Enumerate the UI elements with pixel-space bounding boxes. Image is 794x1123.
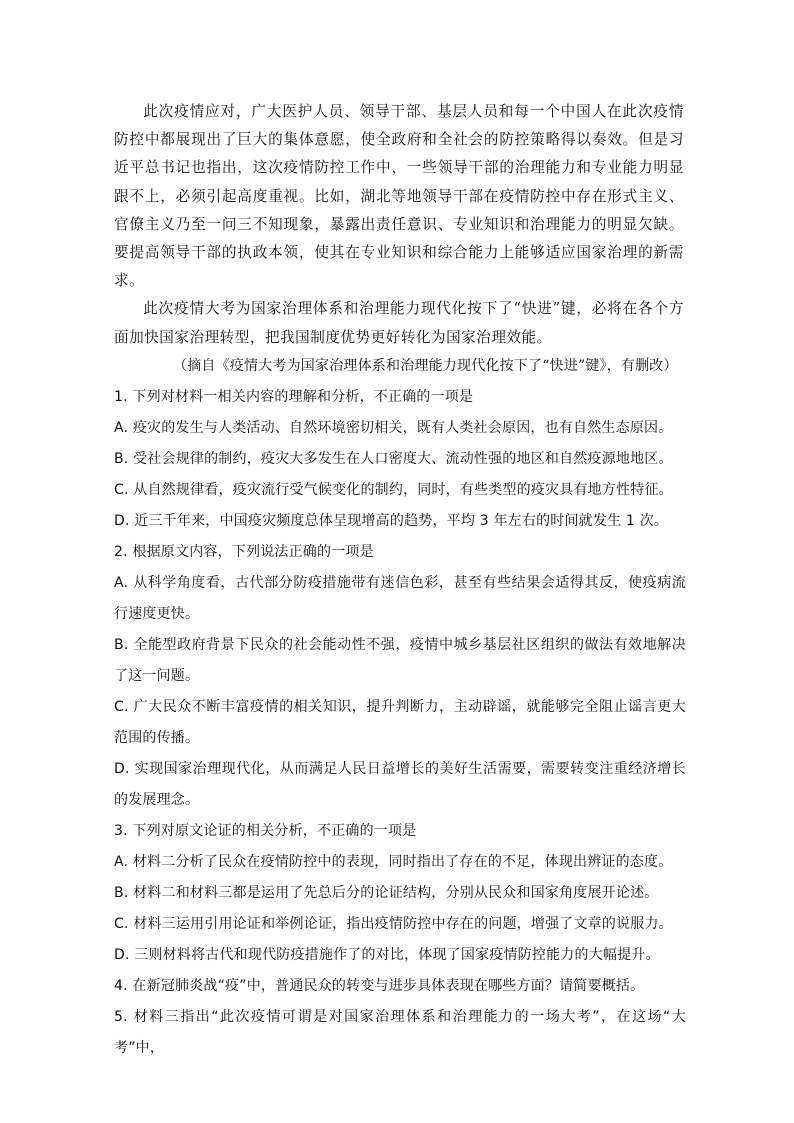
question-5 xyxy=(114,1002,686,1064)
option-d: D. 近三千年来，中国疫灾频度总体呈现增高的趋势，平均 3 年左右的时间就发生 1 次。 xyxy=(114,513,669,529)
question-1 xyxy=(114,382,686,537)
passage-source: （摘自《疫情大考为国家治理体系和治理能力现代化按下了“快进”键》，有删改） xyxy=(173,357,678,374)
option-c: C. 材料三运用引用论证和举例论证，指出疫情防控中存在的问题，增强了文章的说服力。 xyxy=(114,916,673,932)
question-stem: 1. 下列对材料一相关内容的理解和分析，不正确的一项是 xyxy=(114,389,474,405)
passage-paragraph-2: 此次疫情大考为国家治理体系和治理能力现代化按下了“快进”键，必将在各个方面加快国家治理转型，把我国制度优势更好转化为国家治理效能。 xyxy=(114,300,684,346)
option-b: B. 受社会规律的制约，疫灾大多发生在人口密度大、流动性强的地区和自然疫源地地区。 xyxy=(114,451,673,467)
question-3 xyxy=(114,816,686,971)
option-a: A. 材料二分析了民众在疫情防控中的表现，同时指出了存在的不足，体现出辨证的态度。 xyxy=(114,854,673,870)
option-d: D. 三则材料将古代和现代防疫措施作了的对比，体现了国家疫情防控能力的大幅提升。 xyxy=(114,947,660,963)
question-list xyxy=(114,382,686,1064)
question-2 xyxy=(114,537,686,816)
reading-passage xyxy=(114,98,684,380)
passage-paragraph-1: 此次疫情应对，广大医护人员、领导干部、基层人员和每一个中国人在此次疫情防控中都展现出了巨大的集体意愿，使全政府和全社会的防控策略得以奏效。但是习近平总书记也指出，这次疫情防控工作中，一些领导干部的治理能力和专业能力明显跟不上，必须引起高度重视。比如，湖北等地领导干部在疫情防控中存在形式主义、官僚主义乃至一问三不知现象，暴露出责任意识、专业知识和治理能力的明显欠缺。要提高领导干部的执政本领，使其在专业知识和综合能力上能够适应国家治理的新需求。 xyxy=(114,103,684,290)
question-4 xyxy=(114,971,686,1002)
question-stem: 5. 材料三指出“此次疫情可谓是对国家治理体系和治理能力的一场大考”，在这场“大考”中， xyxy=(114,1009,686,1056)
option-b: B. 材料二和材料三都是运用了先总后分的论证结构，分别从民众和国家角度展开论述。 xyxy=(114,885,659,901)
option-c: C. 广大民众不断丰富疫情的相关知识，提升判断力，主动辟谣，就能够完全阻止谣言更大范围的传播。 xyxy=(114,699,686,746)
option-b: B. 全能型政府背景下民众的社会能动性不强，疫情中城乡基层社区组织的做法有效地解决了这一问题。 xyxy=(114,637,686,684)
question-stem: 2. 根据原文内容，下列说法正确的一项是 xyxy=(114,544,374,560)
option-d: D. 实现国家治理现代化，从而满足人民日益增长的美好生活需要，需要转变注重经济增长的发展理念。 xyxy=(114,761,686,808)
question-stem: 3. 下列对原文论证的相关分析，不正确的一项是 xyxy=(114,823,417,839)
option-a: A. 从科学角度看，古代部分防疫措施带有迷信色彩，甚至有些结果会适得其反，使疫病流行速度更快。 xyxy=(114,575,686,622)
question-stem: 4. 在新冠肺炎战“疫”中，普通民众的转变与进步具体表现在哪些方面？请简要概括。 xyxy=(114,978,645,994)
option-c: C. 从自然规律看，疫灾流行受气候变化的制约，同时，有些类型的疫灾具有地方性特征。 xyxy=(114,482,673,498)
option-a: A. 疫灾的发生与人类活动、自然环境密切相关，既有人类社会原因，也有自然生态原因。 xyxy=(114,420,673,436)
